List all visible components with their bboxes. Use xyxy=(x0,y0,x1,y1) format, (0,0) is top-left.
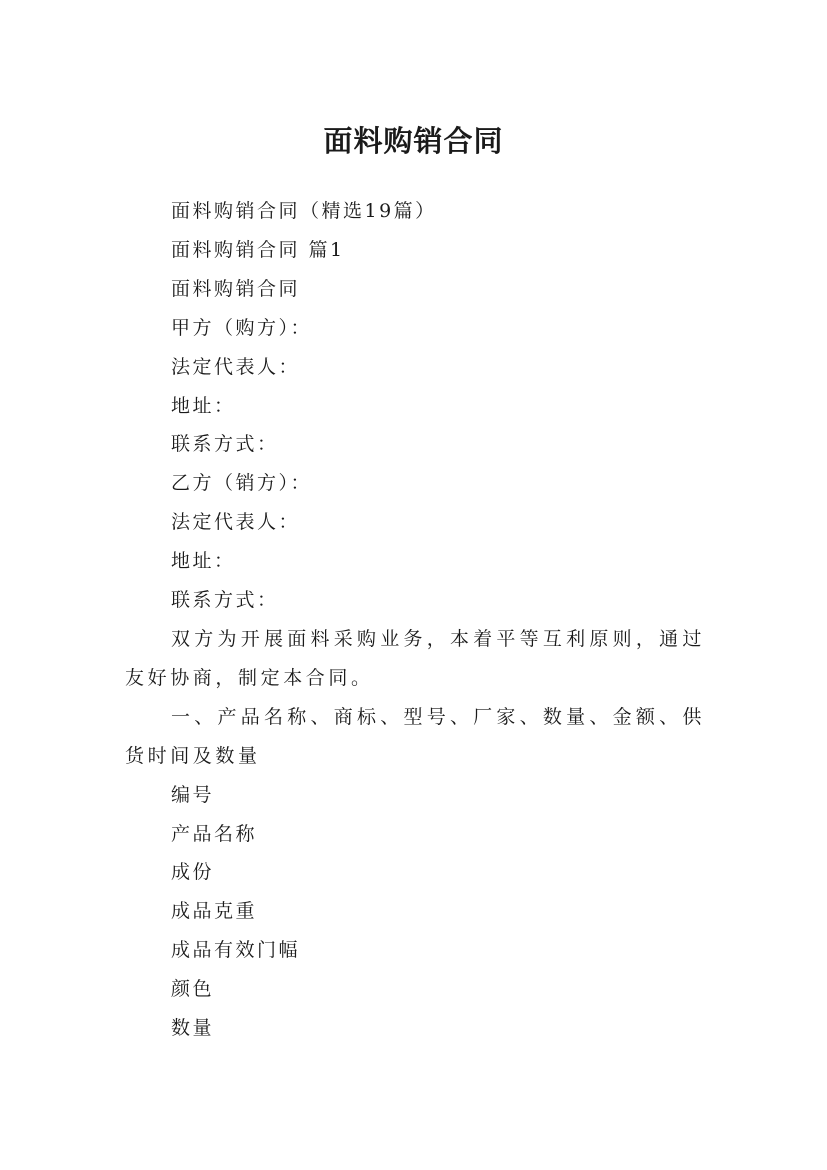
paragraph-party-a-address: 地址： xyxy=(171,394,236,417)
paragraph-subtitle: 面料购销合同（精选19篇） xyxy=(171,200,437,222)
paragraph-field-composition: 成份 xyxy=(171,861,215,884)
document-title: 面料购销合同 xyxy=(323,124,504,159)
paragraph-party-b: 乙方（销方）： xyxy=(171,472,313,495)
paragraph-party-a-representative: 法定代表人： xyxy=(171,355,301,378)
paragraph-field-width: 成品有效门幅 xyxy=(171,939,301,962)
paragraph-party-a: 甲方（购方）： xyxy=(171,316,313,339)
paragraph-field-quantity: 数量 xyxy=(171,1017,215,1040)
paragraph-field-weight: 成品克重 xyxy=(171,900,258,923)
paragraph-party-b-address: 地址： xyxy=(171,550,236,573)
paragraph-field-product-name: 产品名称 xyxy=(171,822,258,845)
paragraph-section-heading: 面料购销合同 篇1 xyxy=(171,238,345,261)
paragraph-party-b-contact: 联系方式： xyxy=(171,589,279,612)
paragraph-party-a-contact: 联系方式： xyxy=(171,433,279,456)
document-body xyxy=(125,192,705,1048)
paragraph-contract-name: 面料购销合同 xyxy=(171,277,301,300)
paragraph-party-b-representative: 法定代表人： xyxy=(171,511,301,534)
paragraph-field-color: 颜色 xyxy=(171,978,215,1001)
paragraph-field-number: 编号 xyxy=(171,783,215,806)
paragraph-clause-one: 一、产品名称、商标、型号、厂家、数量、金额、供货时间及数量 xyxy=(125,705,705,767)
paragraph-preamble: 双方为开展面料采购业务，本着平等互利原则，通过友好协商，制定本合同。 xyxy=(125,627,705,689)
